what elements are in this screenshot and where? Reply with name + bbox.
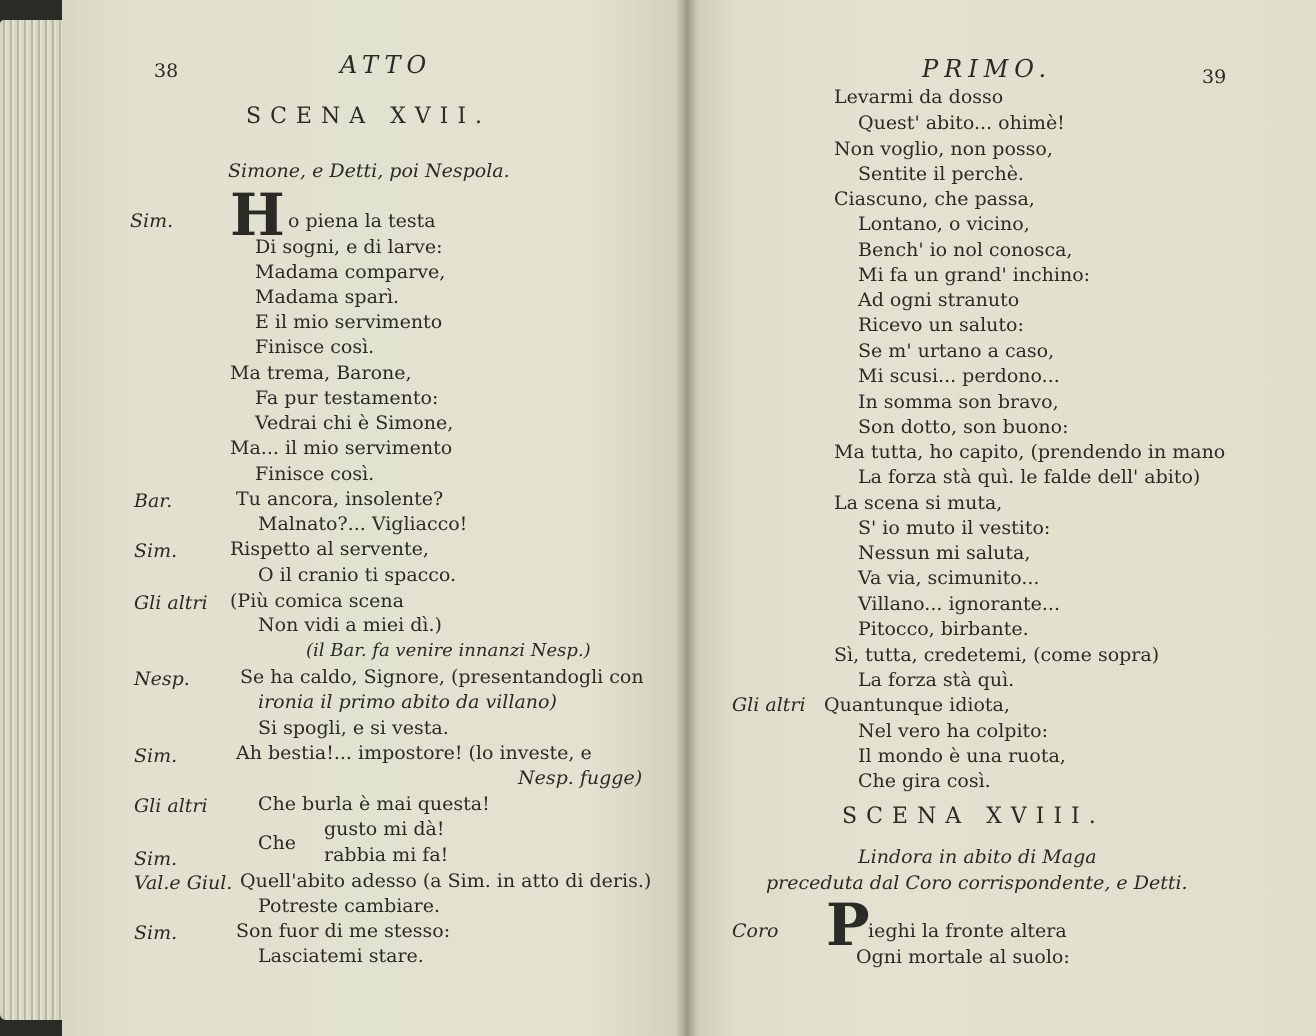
verse-line: Lasciatemi stare. [258, 945, 424, 967]
verse-line: Che [258, 832, 297, 854]
verse-line: Che burla è mai questa! [258, 793, 490, 815]
verse-line: La scena si muta, [834, 492, 1003, 514]
scene-characters: preceduta dal Coro corrispondente, e Detti. [766, 872, 1188, 894]
verse-line: Madama comparve, [255, 261, 446, 283]
verse-line: Potreste cambiare. [258, 895, 441, 917]
speaker-label: Sim. [134, 745, 178, 767]
verse-line: Non voglio, non posso, [834, 138, 1053, 160]
verse-line: Villano... ignorante... [858, 593, 1061, 615]
speaker-label: Sim. [130, 210, 174, 232]
verse-line: Ciascuno, che passa, [834, 188, 1035, 210]
verse-line: Sì, tutta, credetemi, (come sopra) [834, 644, 1160, 666]
verse-line: Ma... il mio servimento [230, 437, 453, 459]
running-head-right: PRIMO. [922, 55, 1053, 83]
verse-line: Pitocco, birbante. [858, 618, 1029, 640]
speaker-label: Coro [732, 920, 779, 942]
verse-line: Nessun mi saluta, [858, 542, 1031, 564]
verse-line: Finisce così. [255, 336, 375, 358]
verse-line: Son dotto, son buono: [858, 416, 1069, 438]
speaker-label: Gli altri [134, 795, 208, 817]
speaker-label: Sim. [134, 848, 178, 870]
speaker-label: Val.e Giul. [134, 872, 233, 894]
stage-direction: (il Bar. fa venire innanzi Nesp.) [306, 640, 591, 661]
stage-direction: ironia il primo abito da villano) [258, 691, 557, 713]
verse-line: Mi scusi... perdono... [858, 365, 1060, 387]
stage-direction: Nesp. fugge) [518, 767, 643, 789]
verse-line: La forza stà quì. [858, 669, 1015, 691]
verse-line: Son fuor di me stesso: [236, 920, 451, 942]
verse-line: Sentite il perchè. [858, 163, 1024, 185]
verse-line: Madama sparì. [255, 286, 400, 308]
verse-line: Se ha caldo, Signore, (presentandogli con [240, 666, 644, 688]
drop-cap-h: H [230, 181, 285, 249]
running-head-left: ATTO [340, 51, 433, 79]
verse-line: Tu ancora, insolente? [236, 488, 444, 510]
verse-line: Ogni mortale al suolo: [856, 946, 1070, 968]
verse-line: Finisce così. [255, 463, 375, 485]
verse-line: Ah bestia!... impostore! (lo investe, e [236, 742, 592, 764]
left-page [62, 0, 686, 1036]
scene-characters: Lindora in abito di Maga [858, 846, 1097, 868]
speaker-label: Gli altri [134, 592, 208, 614]
speaker-label: Gli altri [732, 694, 806, 716]
verse-line: La forza stà quì. le falde dell' abito) [858, 466, 1201, 488]
verse-line: Va via, scimunito... [858, 567, 1040, 589]
verse-line: Che gira così. [858, 770, 991, 792]
verse-line: Non vidi a miei dì.) [258, 614, 442, 636]
speaker-label: Sim. [134, 540, 178, 562]
verse-line: Di sogni, e di larve: [255, 236, 443, 258]
verse-line: Ricevo un saluto: [858, 314, 1024, 336]
scene-characters: Simone, e Detti, poi Nespola. [228, 160, 510, 182]
verse-line: Quantunque idiota, [824, 694, 1010, 716]
verse-line: In somma son bravo, [858, 391, 1059, 413]
page-number-left: 38 [154, 60, 179, 82]
verse-line: Se m' urtano a caso, [858, 340, 1055, 362]
verse-line: rabbia mi fa! [324, 844, 449, 866]
verse-line: Quest' abito... ohimè! [858, 112, 1065, 134]
drop-cap-p: P [826, 891, 870, 959]
verse-line: Lontano, o vicino, [858, 213, 1030, 235]
page-number-right: 39 [1202, 66, 1227, 88]
verse-line: Quell'abito adesso (a Sim. in atto di deris.) [240, 870, 652, 892]
verse-line: Fa pur testamento: [255, 387, 439, 409]
book-gutter [676, 0, 698, 1036]
verse-line: Rispetto al servente, [230, 538, 429, 560]
verse-line: (Più comica scena [230, 590, 404, 612]
scene-title-xviii: SCENA XVIII. [842, 804, 1105, 829]
scene-title-xvii: SCENA XVII. [246, 104, 492, 129]
verse-line: Bench' io nol conosca, [858, 239, 1073, 261]
verse-line: Mi fa un grand' inchino: [858, 264, 1091, 286]
verse-line: Nel vero ha colpito: [858, 720, 1048, 742]
right-page [686, 0, 1316, 1036]
verse-line: Ma trema, Barone, [230, 362, 412, 384]
speaker-label: Nesp. [134, 668, 190, 690]
verse-line: Malnato?... Vigliacco! [258, 513, 468, 535]
verse-line: o piena la testa [288, 210, 436, 232]
verse-line: Ad ogni stranuto [858, 289, 1020, 311]
speaker-label: Sim. [134, 922, 178, 944]
verse-line: Levarmi da dosso [834, 86, 1004, 108]
verse-line: Il mondo è una ruota, [858, 745, 1066, 767]
verse-line: Vedrai chi è Simone, [255, 412, 454, 434]
speaker-label: Bar. [134, 490, 173, 512]
verse-line: Ma tutta, ho capito, (prendendo in mano [834, 441, 1226, 463]
verse-line: gusto mi dà! [324, 818, 445, 840]
verse-line: O il cranio ti spacco. [258, 564, 457, 586]
verse-line: S' io muto il vestito: [858, 517, 1051, 539]
verse-line: ieghi la fronte altera [868, 920, 1067, 942]
verse-line: E il mio servimento [255, 311, 443, 333]
verse-line: Si spogli, e si vesta. [258, 717, 449, 739]
